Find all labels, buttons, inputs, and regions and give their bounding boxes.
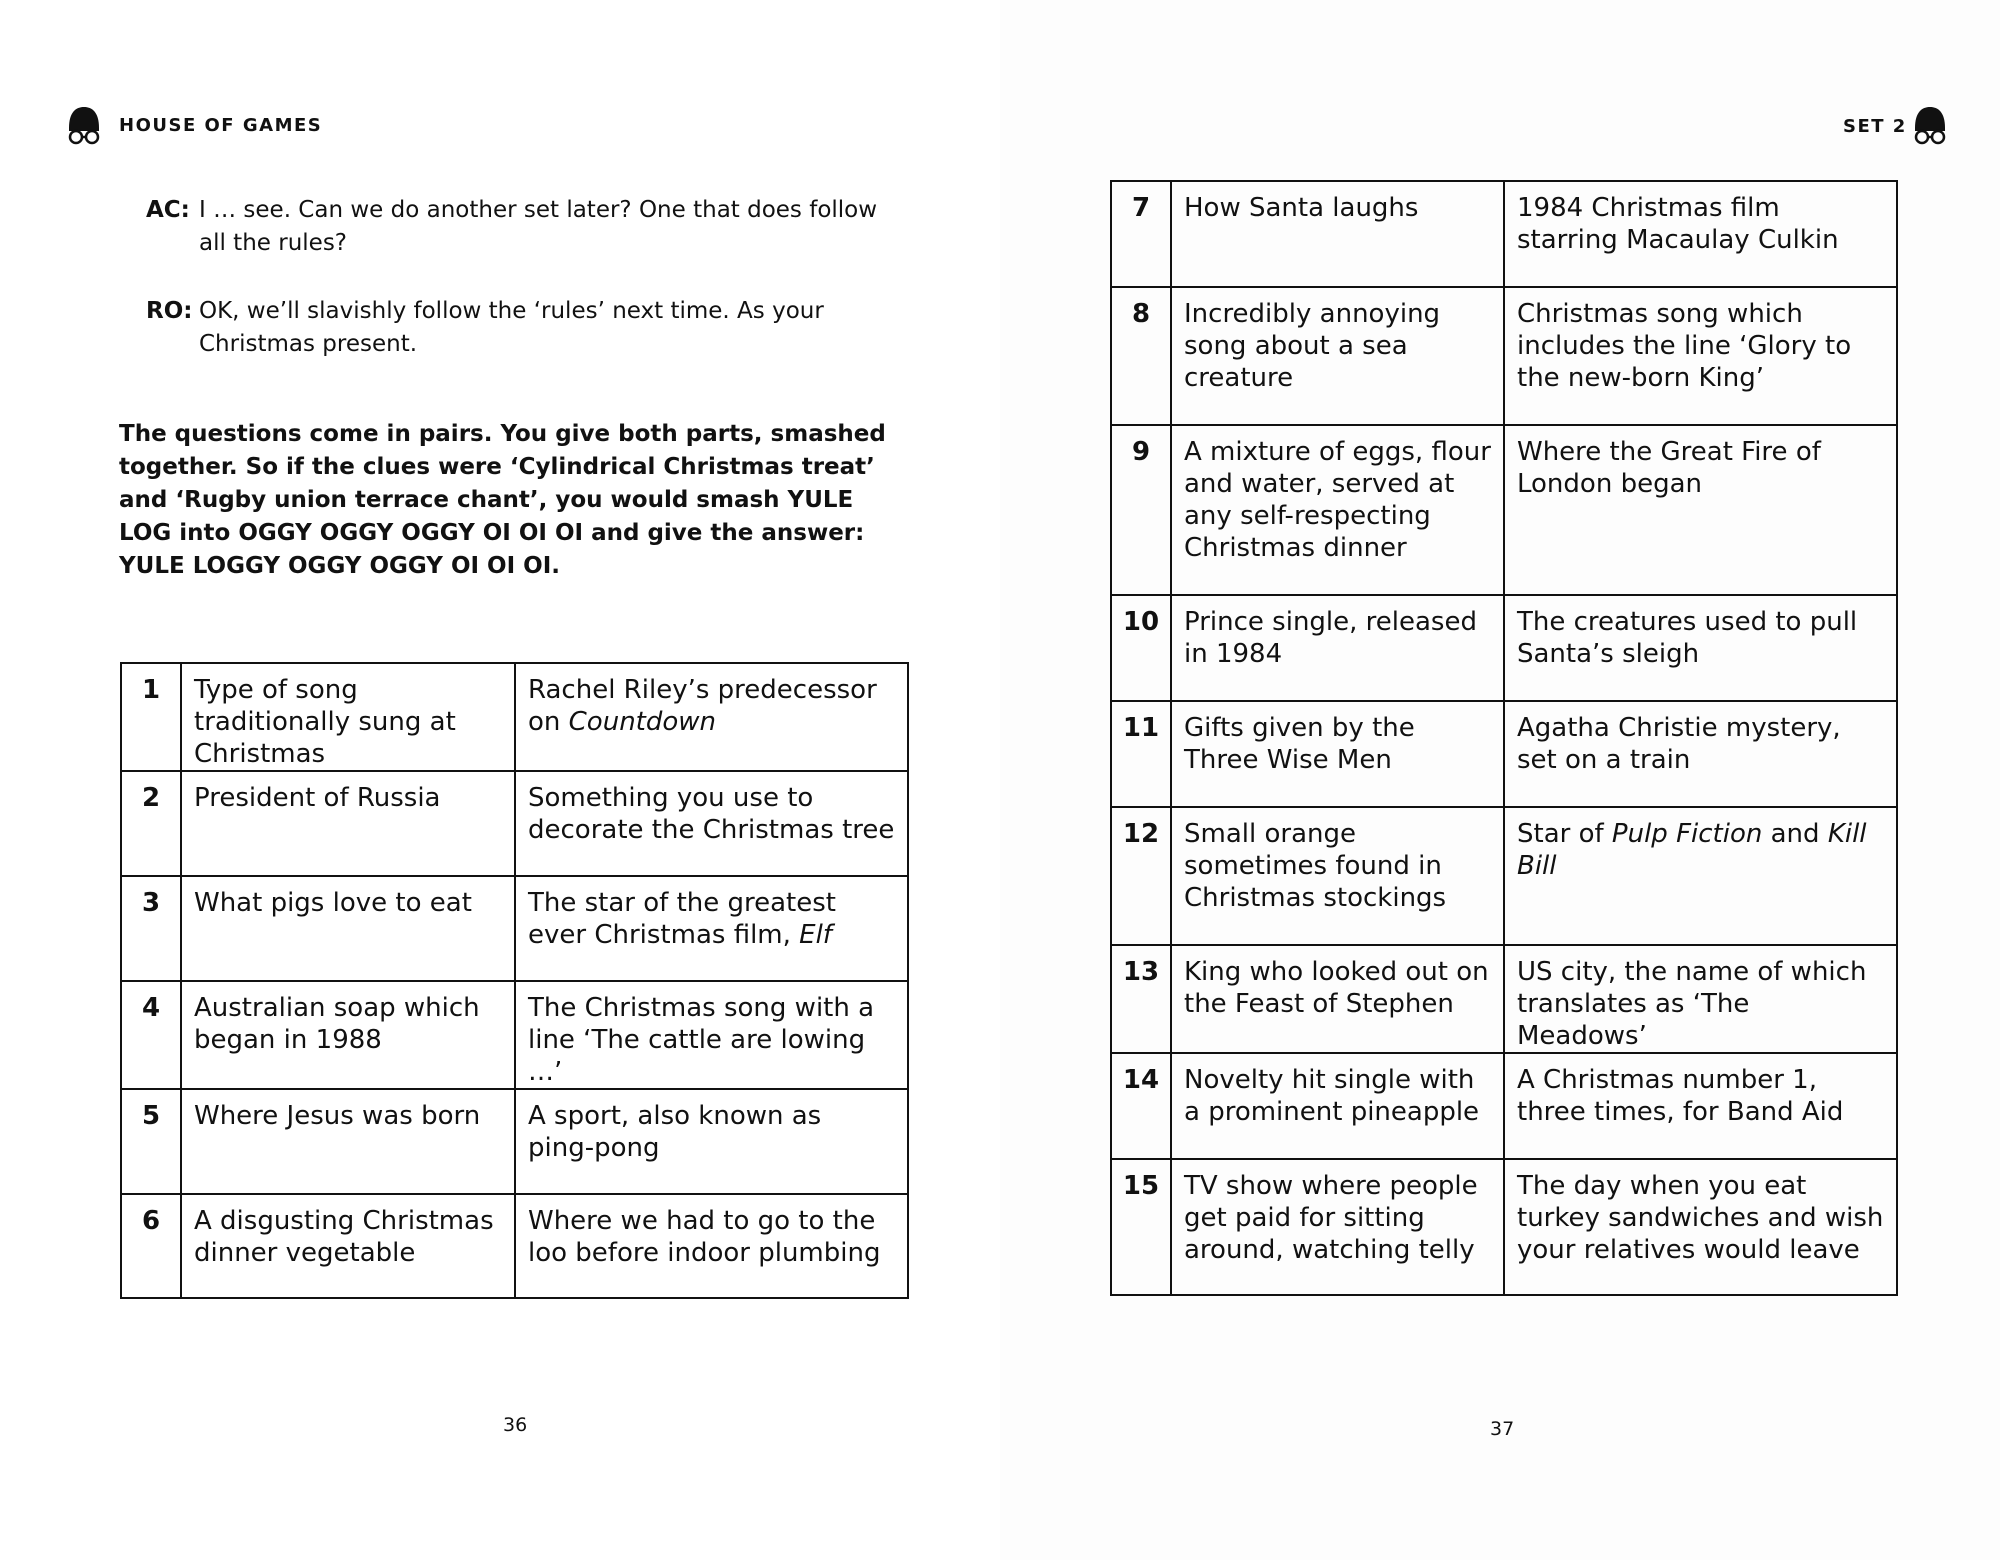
italic-title: Kill Bill [1517, 819, 1867, 881]
second-clue: The creatures used to pull Santa’s sleigh [1504, 595, 1897, 701]
question-number: 10 [1111, 595, 1171, 701]
speech-ac: I … see. Can we do another set later? One that does follow all the rules? [199, 197, 878, 256]
question-row [1111, 1159, 1897, 1295]
speech-ro: OK, we’ll slavishly follow the ‘rules’ next time. As your Christmas present. [199, 298, 824, 357]
first-clue: King who looked out on the Feast of Stephen [1171, 945, 1504, 1053]
questions-table-left [120, 662, 909, 1299]
question-number: 1 [121, 663, 181, 771]
question-number: 2 [121, 771, 181, 876]
first-clue: Type of song traditionally sung at Christmas [181, 663, 515, 771]
first-clue: Prince single, released in 1984 [1171, 595, 1504, 701]
question-row [1111, 425, 1897, 595]
second-clue: Agatha Christie mystery, set on a train [1504, 701, 1897, 807]
italic-title: Pulp Fiction [1611, 819, 1763, 849]
first-clue: Incredibly annoying song about a sea creature [1171, 287, 1504, 425]
second-clue: A Christmas number 1, three times, for Band Aid [1504, 1053, 1897, 1159]
question-number: 8 [1111, 287, 1171, 425]
page-number: 37 [1490, 1418, 1515, 1440]
speaker-ro: RO: [146, 298, 193, 324]
question-row [1111, 807, 1897, 945]
question-row [121, 876, 908, 981]
question-row [1111, 945, 1897, 1053]
second-clue: Something you use to decorate the Christmas tree [515, 771, 908, 876]
first-clue: A mixture of eggs, flour and water, served at any self-respecting Christmas dinner [1171, 425, 1504, 595]
question-number: 6 [121, 1194, 181, 1298]
first-clue: Where Jesus was born [181, 1089, 515, 1194]
question-row [121, 771, 908, 876]
italic-title: Countdown [568, 707, 717, 737]
first-clue: TV show where people get paid for sitting around, watching telly [1171, 1159, 1504, 1295]
question-number: 13 [1111, 945, 1171, 1053]
second-clue: 1984 Christmas film starring Macaulay Culkin [1504, 181, 1897, 287]
first-clue: Novelty hit single with a prominent pineapple [1171, 1053, 1504, 1159]
second-clue: The day when you eat turkey sandwiches and wish your relatives would leave [1504, 1159, 1897, 1295]
second-clue: Star of Pulp Fiction and Kill Bill [1504, 807, 1897, 945]
question-number: 4 [121, 981, 181, 1089]
question-number: 15 [1111, 1159, 1171, 1295]
question-number: 11 [1111, 701, 1171, 807]
question-row [121, 981, 908, 1089]
question-number: 5 [121, 1089, 181, 1194]
second-clue: Where the Great Fire of London began [1504, 425, 1897, 595]
dialogue-ro [146, 295, 906, 361]
first-clue: Australian soap which began in 1988 [181, 981, 515, 1089]
question-number: 14 [1111, 1053, 1171, 1159]
second-clue: Where we had to go to the loo before indoor plumbing [515, 1194, 908, 1298]
first-clue: Small orange sometimes found in Christmas stockings [1171, 807, 1504, 945]
second-clue: A sport, also known as ping-pong [515, 1089, 908, 1194]
dialogue-ac [146, 194, 906, 260]
book-title-header: HOUSE OF GAMES [119, 115, 323, 136]
set-header: SET 2 [1843, 116, 1907, 137]
page-number: 36 [503, 1414, 528, 1436]
second-clue: US city, the name of which translates as ‘The Meadows’ [1504, 945, 1897, 1053]
glasses-face-icon [1912, 104, 1948, 146]
second-clue: Christmas song which includes the line ‘Glory to the new-born King’ [1504, 287, 1897, 425]
question-row [1111, 701, 1897, 807]
instructions-paragraph: The questions come in pairs. You give both parts, smashed together. So if the clues were ‘Cylindrical Christmas treat’ and ‘Rugby union terrace chant’, you would smash YULE LOG into OGGY OGGY OGGY OI OI OI and give the answer: YULE LOGGY OGGY OGGY OI OI OI. [119, 421, 886, 579]
question-row [121, 663, 908, 771]
first-clue: What pigs love to eat [181, 876, 515, 981]
first-clue: How Santa laughs [1171, 181, 1504, 287]
glasses-face-icon [66, 104, 102, 146]
italic-title: Elf [799, 920, 832, 950]
question-row [1111, 595, 1897, 701]
question-number: 7 [1111, 181, 1171, 287]
second-clue: The star of the greatest ever Christmas film, Elf [515, 876, 908, 981]
first-clue: A disgusting Christmas dinner vegetable [181, 1194, 515, 1298]
speaker-ac: AC: [146, 197, 190, 223]
question-row [1111, 287, 1897, 425]
question-number: 12 [1111, 807, 1171, 945]
first-clue: Gifts given by the Three Wise Men [1171, 701, 1504, 807]
question-number: 3 [121, 876, 181, 981]
questions-table-right [1110, 180, 1898, 1296]
second-clue: Rachel Riley’s predecessor on Countdown [515, 663, 908, 771]
question-row [1111, 1053, 1897, 1159]
question-row [1111, 181, 1897, 287]
second-clue: The Christmas song with a line ‘The cattle are lowing …’ [515, 981, 908, 1089]
question-number: 9 [1111, 425, 1171, 595]
question-row [121, 1194, 908, 1298]
question-row [121, 1089, 908, 1194]
first-clue: President of Russia [181, 771, 515, 876]
